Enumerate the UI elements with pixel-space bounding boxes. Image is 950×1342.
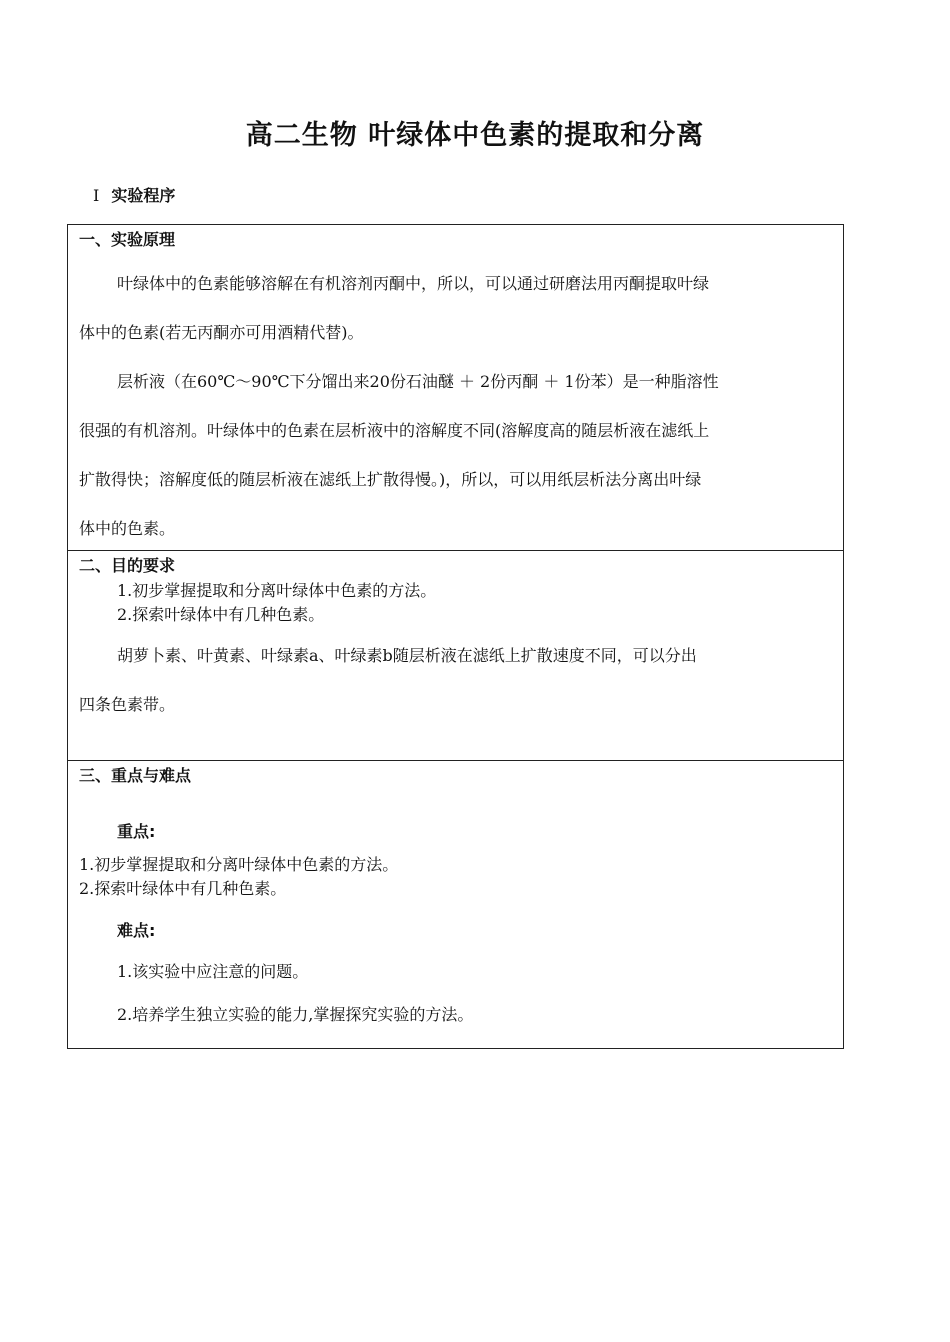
principle-para2-line3: 扩散得快；溶解度低的随层析液在滤纸上扩散得慢。)，所以，可以用纸层析法分离出叶绿 (79, 470, 702, 489)
focus-label: 重点: (117, 822, 156, 841)
section-heading (93, 184, 175, 208)
objectives-note-line1: 胡萝卜素、叶黄素、叶绿素a、叶绿素b随层析液在滤纸上扩散速度不同，可以分出 (117, 646, 697, 665)
difficulty-item1: 1.该实验中应注意的问题。 (117, 962, 309, 981)
difficulty-label: 难点: (117, 921, 156, 940)
principle-para2-line1: 层析液（在60℃～90℃下分馏出来20份石油醚 ＋ 2份丙酮 ＋ 1份苯）是一种脂溶性 (117, 372, 719, 391)
content-table (67, 224, 844, 1049)
focus-item1: 1.初步掌握提取和分离叶绿体中色素的方法。 (79, 855, 399, 874)
principle-cell (68, 225, 843, 551)
objectives-note-line2: 四条色素带。 (79, 695, 176, 714)
principle-para2-line2: 很强的有机溶剂。叶绿体中的色素在层析液中的溶解度不同(溶解度高的随层析液在滤纸上 (79, 421, 710, 440)
principle-para1-line1: 叶绿体中的色素能够溶解在有机溶剂丙酮中，所以，可以通过研磨法用丙酮提取叶绿 (117, 274, 710, 293)
principle-heading: 一、实验原理 (79, 230, 176, 249)
objectives-item1: 1.初步掌握提取和分离叶绿体中色素的方法。 (117, 581, 437, 600)
objectives-cell (68, 551, 843, 761)
principle-para2-line4: 体中的色素。 (79, 519, 176, 538)
section-label: 实验程序 (111, 186, 176, 205)
key-points-cell (68, 761, 843, 1048)
page-title: 高二生物 叶绿体中色素的提取和分离 (245, 120, 705, 151)
section-numeral: Ⅰ (93, 186, 100, 205)
focus-item2: 2.探索叶绿体中有几种色素。 (79, 879, 287, 898)
difficulty-item2: 2.培养学生独立实验的能力,掌握探究实验的方法。 (117, 1005, 474, 1024)
principle-para1-line2: 体中的色素(若无丙酮亦可用酒精代替)。 (79, 323, 364, 342)
key-points-heading: 三、重点与难点 (79, 766, 192, 785)
objectives-item2: 2.探索叶绿体中有几种色素。 (117, 605, 325, 624)
objectives-heading: 二、目的要求 (79, 556, 176, 575)
